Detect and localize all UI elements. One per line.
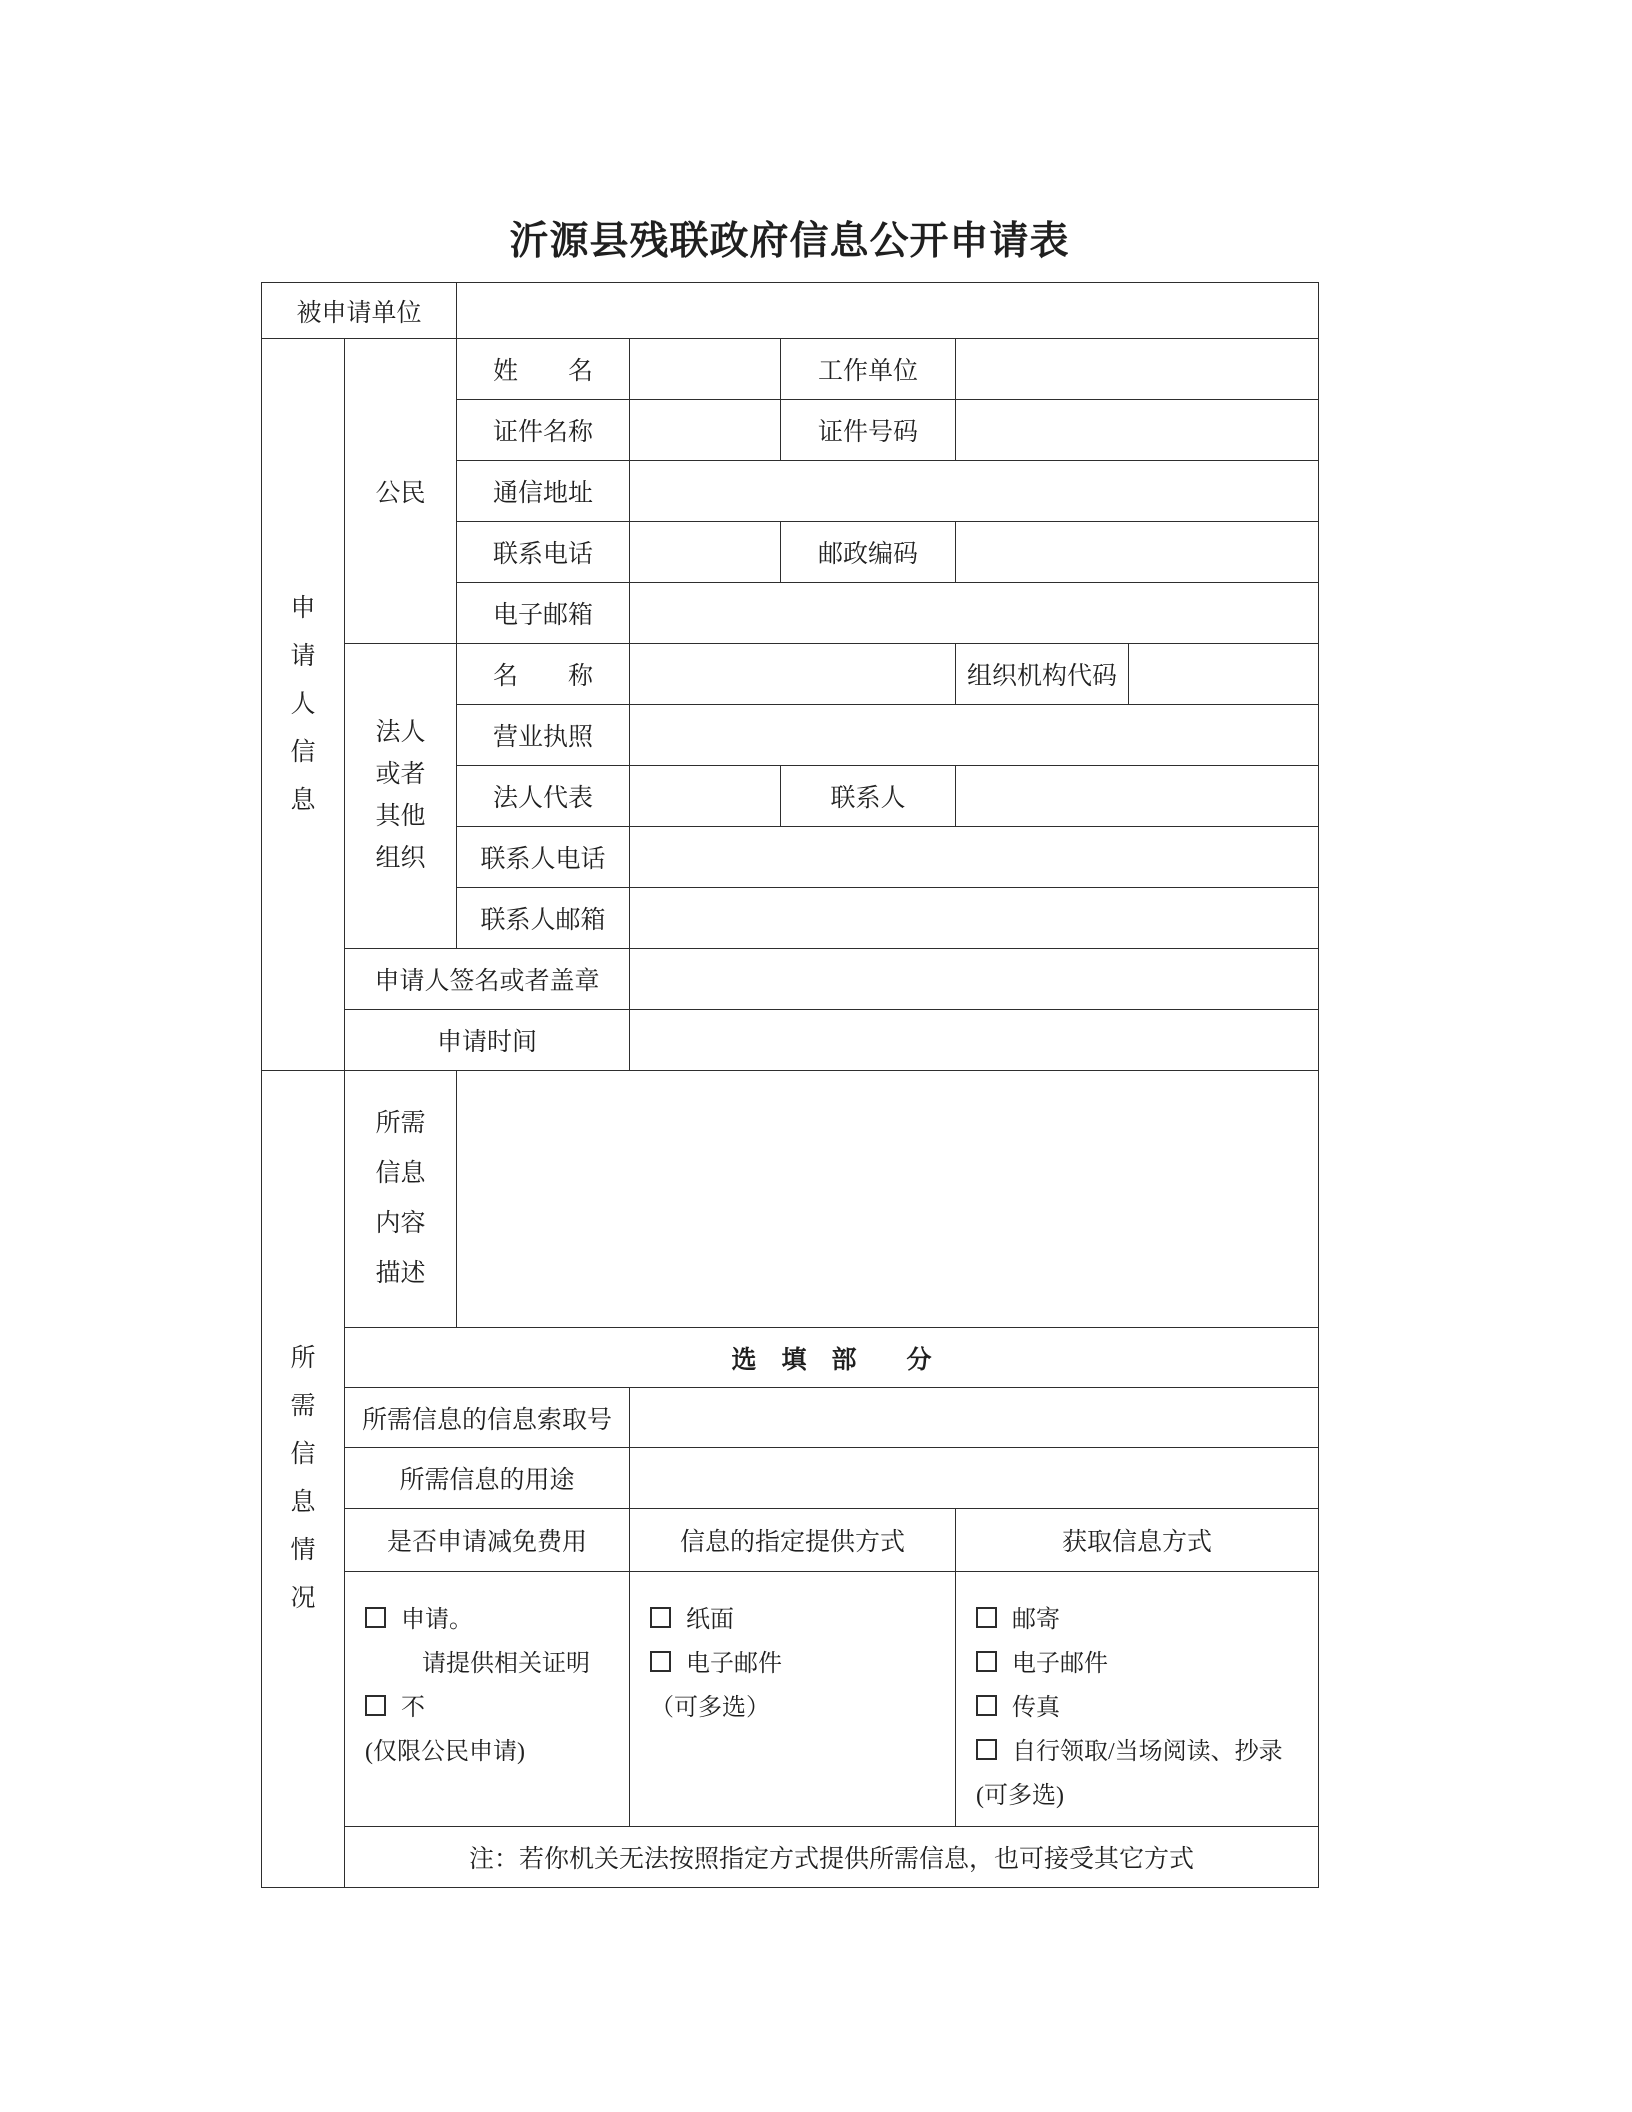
row-method-options (262, 1572, 1319, 1827)
org-name-label: 名 称 (493, 663, 594, 690)
obtain-method-options-cell (956, 1572, 1319, 1827)
obtain-method-option (976, 1598, 1306, 1642)
org-group-label-cell (345, 644, 457, 949)
legal-rep-label: 法人代表 (493, 785, 594, 812)
org-code-label: 组织机构代码 (967, 663, 1118, 690)
org-name-value-cell[interactable] (630, 644, 956, 705)
index-no-label-cell (345, 1388, 630, 1448)
signature-label: 申请人签名或者盖章 (374, 968, 600, 995)
checkbox-icon[interactable] (365, 1695, 386, 1716)
cert-name-label: 证件名称 (493, 419, 594, 446)
org-code-value-cell[interactable] (1129, 644, 1319, 705)
obtain-method-option (976, 1686, 1306, 1730)
contact-email-label-cell (457, 888, 630, 949)
info-desc-label-cell (345, 1071, 457, 1328)
work-unit-label: 工作单位 (818, 358, 919, 385)
provide-method-option (650, 1642, 943, 1686)
fee-waiver-apply-label: 申请。 (401, 1607, 473, 1633)
citizen-group-label-cell (345, 339, 457, 644)
email-label-cell (457, 583, 630, 644)
org-group-label: 法人或者其他组织 (375, 719, 426, 872)
optional-section-header: 选 填 部 分 (731, 1346, 932, 1374)
row-method-headers (262, 1509, 1319, 1572)
checkbox-icon[interactable] (650, 1651, 671, 1672)
contact-email-label: 联系人邮箱 (480, 907, 606, 934)
provide-method-header: 信息的指定提供方式 (680, 1529, 906, 1556)
phone-label: 联系电话 (493, 541, 594, 568)
provide-method-header-cell (630, 1509, 956, 1572)
checkbox-icon[interactable] (650, 1607, 671, 1628)
applied-unit-label-cell (262, 283, 457, 339)
legal-rep-value-cell[interactable] (630, 766, 781, 827)
contact-email-value-cell[interactable] (630, 888, 1319, 949)
apply-time-label-cell (345, 1010, 630, 1071)
address-label: 通信地址 (493, 480, 594, 507)
postal-code-label: 邮政编码 (818, 541, 919, 568)
phone-label-cell (457, 522, 630, 583)
row-org-name (262, 644, 1319, 705)
citizen-name-label: 姓 名 (493, 358, 594, 385)
checkbox-icon[interactable] (976, 1739, 997, 1760)
info-section-label: 所需信息情况 (290, 1345, 316, 1612)
signature-value-cell[interactable] (630, 949, 1319, 1010)
citizen-name-value-cell[interactable] (630, 339, 781, 400)
cert-number-value-cell[interactable] (956, 400, 1319, 461)
obtain-method-option-label: 邮寄 (1012, 1607, 1061, 1633)
obtain-method-option (976, 1730, 1306, 1774)
cert-name-value-cell[interactable] (630, 400, 781, 461)
address-label-cell (457, 461, 630, 522)
row-index-no (262, 1388, 1319, 1448)
fee-waiver-restriction-note: (仅限公民申请) (365, 1739, 525, 1765)
obtain-method-header: 获取信息方式 (1062, 1529, 1213, 1556)
fee-waiver-apply-option (365, 1598, 617, 1642)
fee-waiver-options-cell (345, 1572, 630, 1827)
postal-code-value-cell[interactable] (956, 522, 1319, 583)
contact-phone-label: 联系人电话 (480, 846, 606, 873)
obtain-method-multi-note: (可多选) (976, 1783, 1064, 1809)
provide-method-option-label: 纸面 (686, 1607, 735, 1633)
fee-waiver-apply-note: 请提供相关证明 (422, 1651, 590, 1677)
row-info-desc (262, 1071, 1319, 1328)
apply-time-value-cell[interactable] (630, 1010, 1319, 1071)
phone-value-cell[interactable] (630, 522, 781, 583)
signature-label-cell (345, 949, 630, 1010)
email-value-cell[interactable] (630, 583, 1319, 644)
cert-number-label-cell (781, 400, 956, 461)
row-applied-unit (262, 283, 1319, 339)
checkbox-icon[interactable] (365, 1607, 386, 1628)
org-code-label-cell (956, 644, 1129, 705)
purpose-value-cell[interactable] (630, 1448, 1319, 1509)
provide-method-option (650, 1598, 943, 1642)
contact-label: 联系人 (830, 785, 906, 812)
fee-waiver-no-option (365, 1686, 617, 1730)
row-citizen-name (262, 339, 1319, 400)
legal-rep-label-cell (457, 766, 630, 827)
form-title: 沂源县残联政府信息公开申请表 (509, 220, 1070, 263)
citizen-group-label: 公民 (375, 480, 426, 507)
application-form-table (261, 282, 1319, 1888)
license-label: 营业执照 (493, 724, 594, 751)
obtain-method-option (976, 1642, 1306, 1686)
fee-waiver-header: 是否申请减免费用 (387, 1529, 588, 1556)
row-optional-header (262, 1328, 1319, 1388)
provide-method-option-label: 电子邮件 (686, 1651, 783, 1677)
contact-value-cell[interactable] (956, 766, 1319, 827)
fee-waiver-no-label: 不 (401, 1695, 425, 1721)
work-unit-value-cell[interactable] (956, 339, 1319, 400)
cert-number-label: 证件号码 (818, 419, 919, 446)
provide-method-multi-note: （可多选） (650, 1695, 771, 1721)
info-section-label-cell (262, 1071, 345, 1888)
applied-unit-value-cell[interactable] (457, 283, 1319, 339)
contact-label-cell (781, 766, 956, 827)
checkbox-icon[interactable] (976, 1607, 997, 1628)
email-label: 电子邮箱 (493, 602, 594, 629)
row-apply-time (262, 1010, 1319, 1071)
citizen-name-label-cell (457, 339, 630, 400)
contact-phone-label-cell (457, 827, 630, 888)
footer-note: 注：若你机关无法按照指定方式提供所需信息，也可接受其它方式 (469, 1846, 1195, 1873)
row-purpose (262, 1448, 1319, 1509)
cert-name-label-cell (457, 400, 630, 461)
index-no-label: 所需信息的信息索取号 (362, 1406, 613, 1434)
row-signature (262, 949, 1319, 1010)
obtain-method-option-label: 自行领取/当场阅读、抄录 (1012, 1739, 1283, 1765)
checkbox-icon[interactable] (976, 1695, 997, 1716)
optional-section-header-cell (345, 1328, 1319, 1388)
license-value-cell[interactable] (630, 705, 1319, 766)
postal-code-label-cell (781, 522, 956, 583)
work-unit-label-cell (781, 339, 956, 400)
info-desc-value-cell[interactable] (457, 1071, 1319, 1328)
applicant-section-label: 申请人信息 (290, 594, 316, 814)
checkbox-icon[interactable] (976, 1651, 997, 1672)
applied-unit-label: 被申请单位 (296, 299, 422, 327)
license-label-cell (457, 705, 630, 766)
index-no-value-cell[interactable] (630, 1388, 1319, 1448)
info-desc-label: 所需信息内容描述 (375, 1110, 426, 1287)
purpose-label-cell (345, 1448, 630, 1509)
fee-waiver-header-cell (345, 1509, 630, 1572)
address-value-cell[interactable] (630, 461, 1319, 522)
purpose-label: 所需信息的用途 (399, 1467, 575, 1494)
obtain-method-header-cell (956, 1509, 1319, 1572)
row-footer-note (262, 1827, 1319, 1888)
obtain-method-option-label: 传真 (1012, 1695, 1061, 1721)
contact-phone-value-cell[interactable] (630, 827, 1319, 888)
apply-time-label: 申请时间 (437, 1029, 538, 1056)
applicant-section-label-cell (262, 339, 345, 1071)
footer-note-cell (345, 1827, 1319, 1888)
obtain-method-option-label: 电子邮件 (1012, 1651, 1109, 1677)
org-name-label-cell (457, 644, 630, 705)
provide-method-options-cell (630, 1572, 956, 1827)
